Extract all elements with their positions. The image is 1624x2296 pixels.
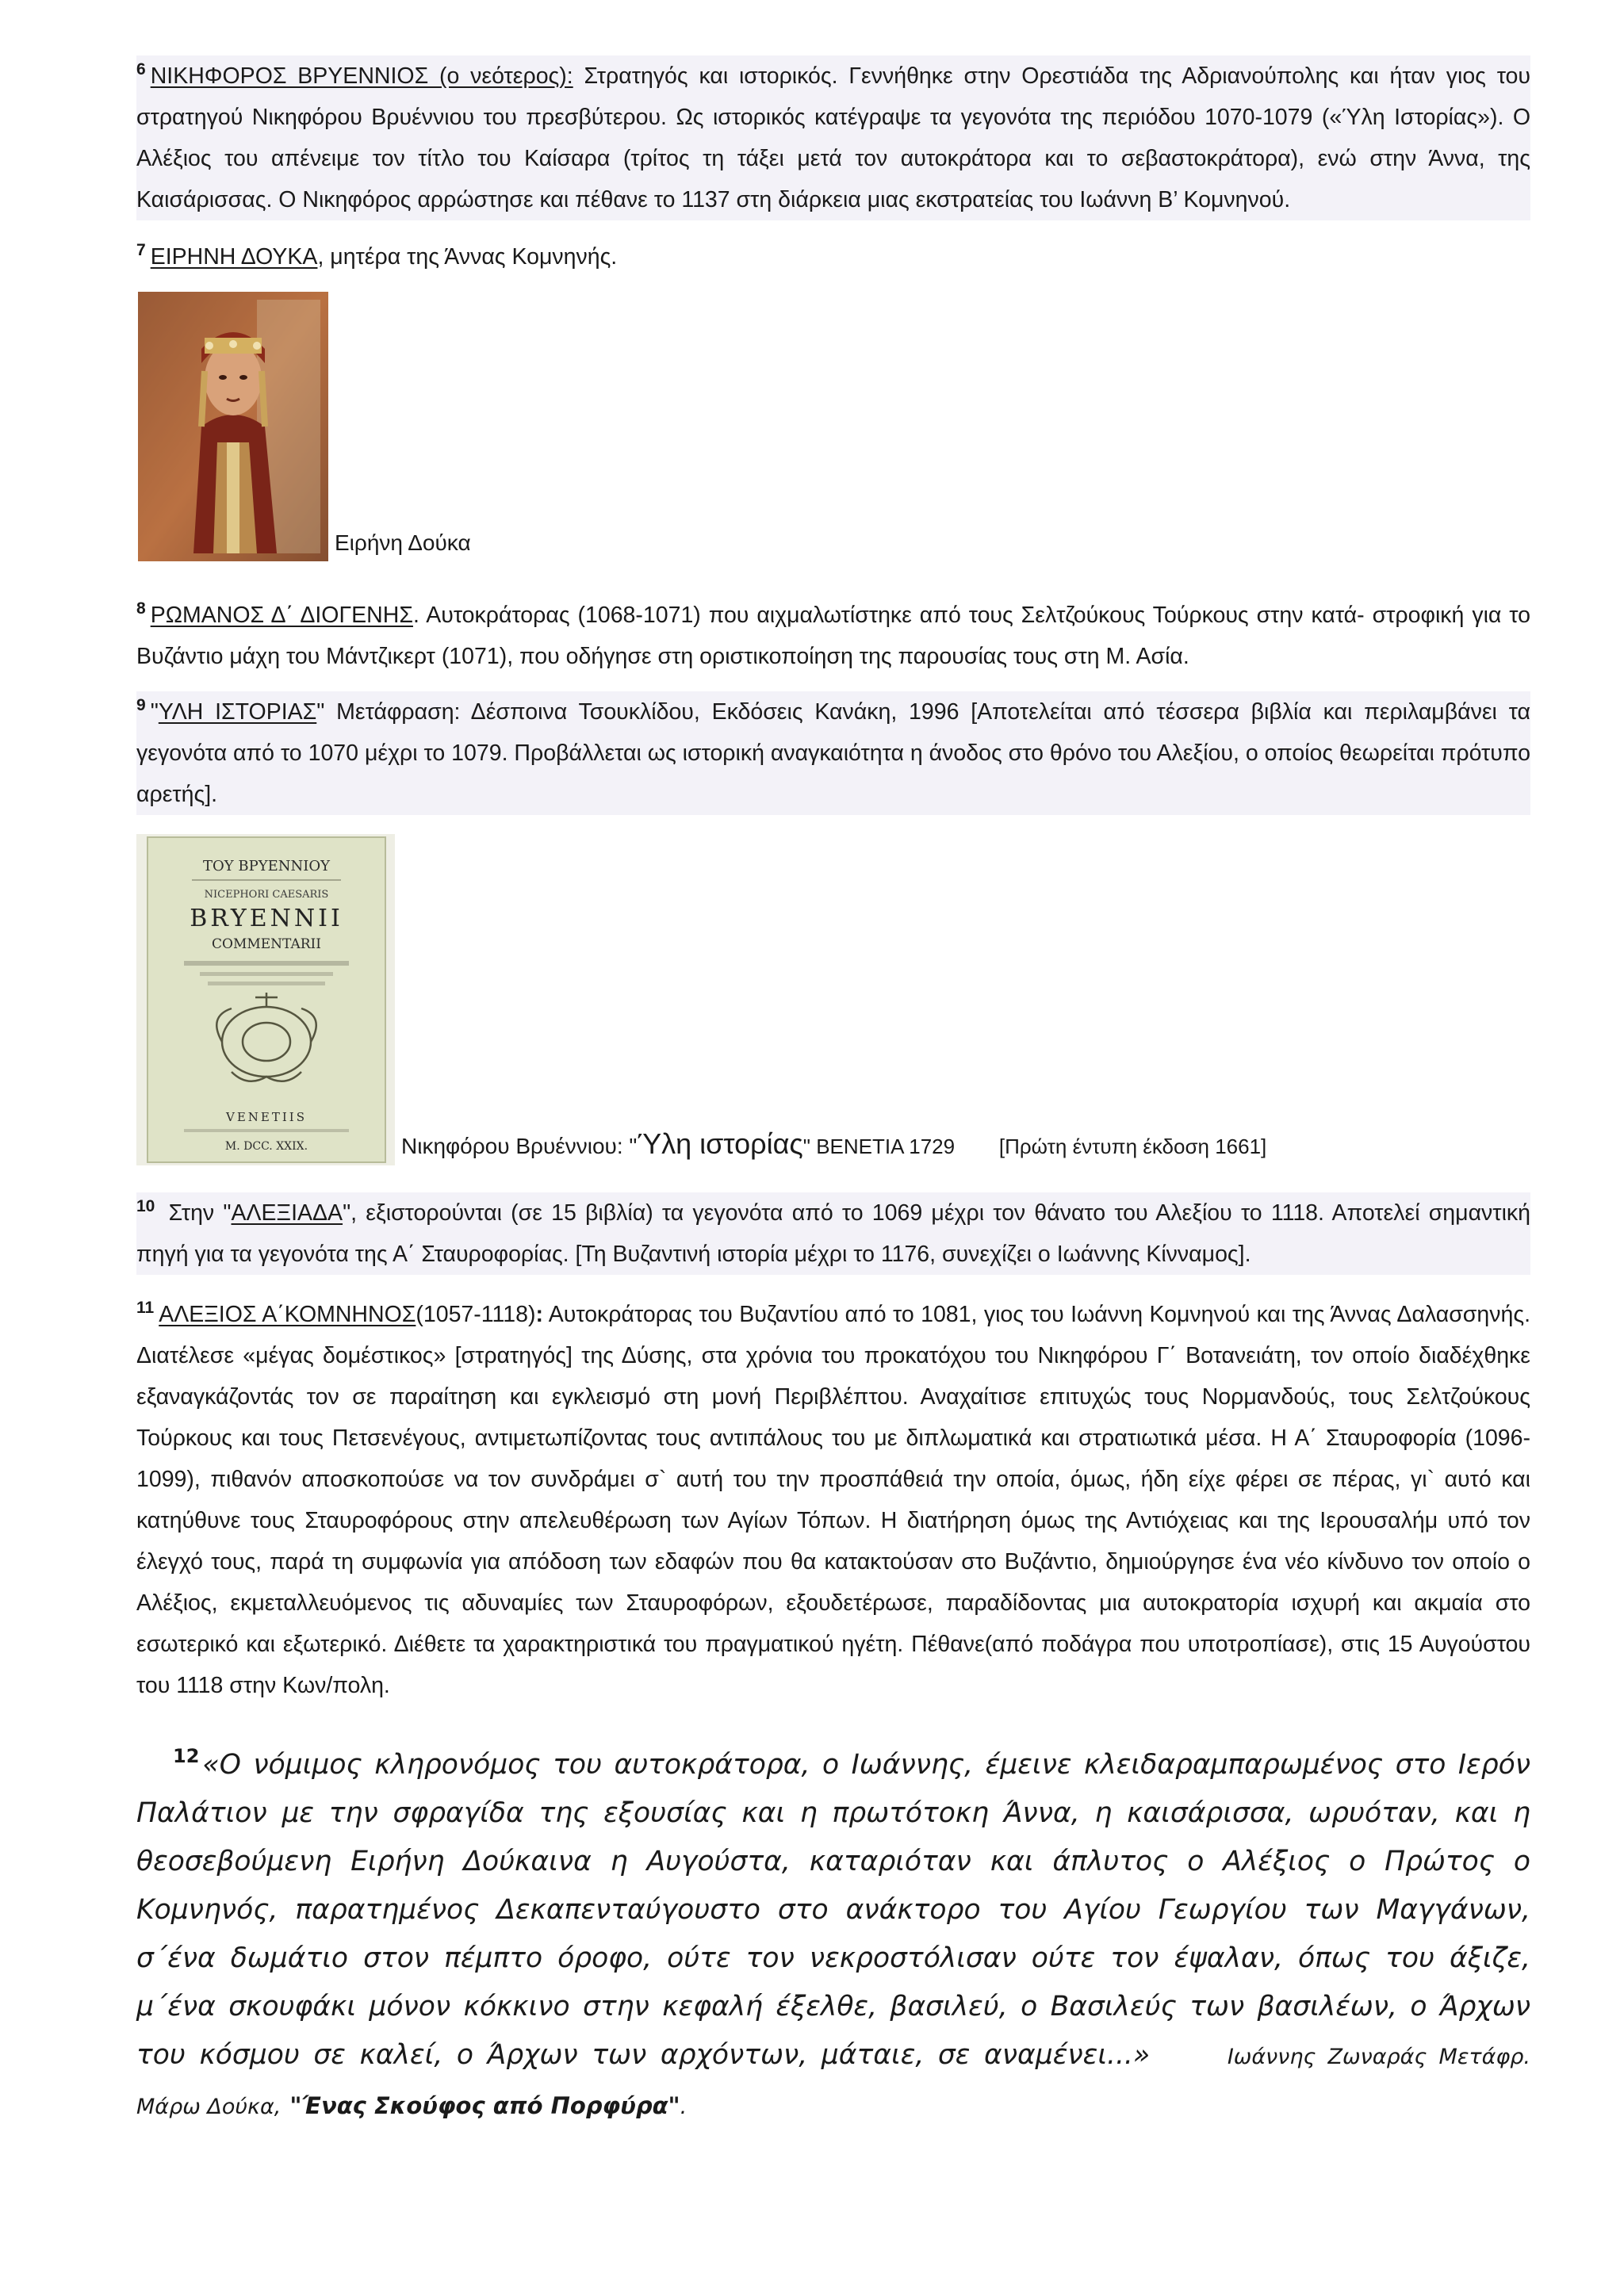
footnote-text: , μητέρα της Άννας Κομνηνής. bbox=[317, 244, 618, 270]
quote-source-title: "Ένας Σκούφος από Πορφύρα" bbox=[289, 2092, 680, 2119]
footnote-term[interactable]: ΥΛΗ ΙΣΤΟΡΙΑΣ bbox=[158, 699, 317, 725]
footnote-number: 6 bbox=[136, 60, 146, 78]
footnote-number: 12 bbox=[173, 1745, 200, 1767]
footnote-12-quote bbox=[136, 1741, 1530, 2131]
footnote-11 bbox=[136, 1294, 1530, 1706]
portrait-image bbox=[138, 292, 328, 561]
footnote-6 bbox=[136, 55, 1530, 220]
figure-caption bbox=[401, 1127, 1266, 1161]
footnote-term[interactable]: ΕΙΡΗΝΗ ΔΟΥΚΑ bbox=[150, 244, 318, 270]
footnote-number: 8 bbox=[136, 599, 146, 618]
book-line-2: NICEPHORI CAESARIS bbox=[204, 889, 329, 901]
book-line-6: M. DCC. XXIX. bbox=[224, 1140, 308, 1153]
footnote-number: 10 bbox=[136, 1197, 155, 1215]
footnote-term[interactable]: ΑΛΕΞΙΑΔΑ bbox=[231, 1200, 343, 1226]
footnote-pretext: Στην " bbox=[168, 1200, 232, 1226]
footnote-7 bbox=[136, 236, 1530, 277]
quote-text: «Ο νόμιμος κληρονόμος του αυτοκράτορα, ο Ιωάννης, έμεινε κλειδαραμπαρωμένος στο Ιερόν Παλάτιον με την σφραγίδα της εξουσίας και η πρωτότοκη Άννα, η καισάρισσα, ωρυόταν, και η θεοσεβούμενη Ειρήνη Δούκαινα η Αυγούστα, καταριόταν και άπλυτος ο Αλέξιος ο Πρώτος ο Κομνηνός, παρατημένος Δεκαπενταύγουστο στο ανάκτορο του Αγίου Γεωργίου των Μαγγάνων, σ΄ένα δωμάτιο στον πέμπτο όροφο, ούτε τον νεκροστόλισαν ούτε τον έψαλαν, όπως του άξιζε, μ΄ένα σκουφάκι μόνον κόκκινο στην κεφαλή έξελθε, βασιλεύ, ο Βασιλεύς των βασιλέων, ο Άρχων του κόσμου σε καλεί, ο Άρχων των αρχόντων, μάταιε, σε αναμένει...» bbox=[136, 1749, 1530, 2071]
footnote-pretext: " bbox=[150, 699, 159, 725]
book-line-4: COMMENTARII bbox=[212, 936, 321, 952]
book-line-5: VENETIIS bbox=[226, 1110, 307, 1124]
footnote-9 bbox=[136, 691, 1530, 815]
caption-title: Ύλη ιστορίας bbox=[637, 1127, 803, 1160]
figure-book-cover bbox=[136, 834, 1530, 1165]
footnote-10 bbox=[136, 1192, 1530, 1275]
footnote-colon: : bbox=[535, 1302, 543, 1327]
footnote-text: Αυτοκράτορας του Βυζαντίου από το 1081, γιος του Ιωάννη Κομνηνού και της Άννας Δαλασσηνής. Διατέλεσε «μέγας δομέστικος» [στρατηγός] της Δύσης, στα χρόνια του προκατόχου του Νικηφόρου Γ΄ Βοτανειάτη, τον οποίο διαδέχθηκε εξαναγκάζοντάς τον σε παραίτηση και εγκλεισμό στη μονή Περιβλέπτου. Αναχαίτισε επιτυχώς τους Νορμανδούς, τους Σελτζούκους Τούρκους και τους Πετσενέγους, αντιμετωπίζοντας τους αντιπάλους του με διπλωματικά και στρατιωτικά μέσα. Η Α΄ Σταυροφορία (1096-1099), πιθανόν αποσκοπούσε να τον συνδράμει σ` αυτή του την προσπάθειά την οποία, όμως, ήδη είχε φέρει σε πέρας, γι` αυτό και κατηύθυνε τους Σταυροφόρους στην απελευθέρωση των Αγίων Τόπων. Η διατήρηση όμως της Αντιόχειας και της Ιερουσαλήμ υπό τον έλεγχό τους, παρά τη συμφωνία για απόδοση των εδαφών που θα κατακτούσαν στο Βυζάντιο, δημιούργησε ένα νέο κίνδυνο τον οποίο ο Αλέξιος, εκμεταλλευόμενος τις αδυναμίες των Σταυροφόρων, εξουδετέρωσε, παραδίδοντας μια αυτοκρατορία ισχυρή και ακμαία στο εσωτερικό και εξωτερικό. Διέθετε τα χαρακτηριστικά του πραγματικού ηγέτη. Πέθανε(από ποδάγρα που υποτροπίασε), στις 15 Αυγούστου του 1118 στην Κων/πολη. bbox=[136, 1302, 1531, 1698]
caption-part-a: Νικηφόρου Βρυέννιου: " bbox=[401, 1133, 638, 1158]
footnote-number: 11 bbox=[136, 1299, 155, 1317]
footnote-term[interactable]: ΑΛΕΞΙΟΣ Α΄ΚΟΜΝΗΝΟΣ bbox=[159, 1302, 416, 1327]
footnote-term[interactable]: ΡΩΜΑΝΟΣ Δ΄ ΔΙΟΓΕΝΗΣ bbox=[150, 603, 413, 628]
document-page bbox=[136, 55, 1530, 2131]
figure-caption: Ειρήνη Δούκα bbox=[335, 530, 471, 556]
footnote-text: Στρατηγός και ιστορικός. Γεννήθηκε στην Ορεστιάδα της Αδριανούπολης και ήταν γιος του στρατηγού Νικηφόρου Βρυέννιου του πρεσβύτερου. Ως ιστορικός κατέγραψε τα γεγονότα της περιόδου 1070-1079 («Ύλη Ιστορίας»). Ο Αλέξιος του απένειμε τον τίτλο του Καίσαρα (τρίτος τη τάξει μετά τον αυτοκράτορα και το σεβαστοκράτορα), ενώ στην Άννα, της Καισάρισσας. Ο Νικηφόρος αρρώστησε και πέθανε το 1137 στη διάρκεια μιας εκστρατείας του Ιωάννη Β’ Κομνηνού. bbox=[136, 63, 1530, 212]
footnote-8 bbox=[136, 595, 1530, 677]
quote-attribution: Ιωάννης Ζωναράς Μετάφρ. Μάρω Δούκα, bbox=[136, 2045, 1531, 2119]
book-line-3: BRYENNII bbox=[190, 905, 343, 932]
caption-part-c: " ΒΕΝΕΤΙΑ 1729 bbox=[802, 1134, 956, 1158]
quote-end: . bbox=[680, 2095, 688, 2119]
book-cover-image bbox=[136, 834, 395, 1165]
book-line-1: ΤΟΥ ΒΡΥΕΝΝΙΟΥ bbox=[203, 858, 330, 874]
footnote-years: (1057-1118) bbox=[416, 1302, 536, 1327]
figure-eirene-douka bbox=[136, 292, 1530, 561]
footnote-text: . Αυτοκράτορας (1068-1071) που αιχμαλωτίστηκε από τους Σελτζούκους Τούρκους στην κατά- στροφική για το Βυζάντιο μάχη του Μάντζικερτ (1071), που οδήγησε στη οριστικοποίηση της παρουσίας τους στη Μ. Ασία. bbox=[136, 603, 1530, 669]
footnote-text: ", εξιστορούνται (σε 15 βιβλία) τα γεγονότα από το 1069 μέχρι τον θάνατο του Αλεξίου το 1118. Αποτελεί σημαντική πηγή για τα γεγονότα της Α΄ Σταυροφορίας. [Τη Βυζαντινή ιστορία μέχρι το 1176, συνεχίζει ο Ιωάννης Κίνναμος]. bbox=[136, 1200, 1530, 1267]
footnote-number: 7 bbox=[136, 241, 146, 259]
footnote-term[interactable]: ΝΙΚΗΦΟΡΟΣ ΒΡΥΕΝΝΙΟΣ (ο νεότερος): bbox=[150, 63, 573, 89]
footnote-text: " Μετάφραση: Δέσποινα Τσουκλίδου, Εκδόσεις Κανάκη, 1996 [Αποτελείται από τέσσερα βιβλία και περιλαμβάνει τα γεγονότα από το 1070 μέχρι το 1079. Προβάλλεται ως ιστορική αναγκαιότητα η άνοδος στο θρόνο του Αλεξίου, ο οποίος θεωρείται πρότυπο αρετής]. bbox=[136, 699, 1530, 807]
footnote-number: 9 bbox=[136, 696, 146, 714]
caption-edition: [Πρώτη έντυπη έκδοση 1661] bbox=[998, 1134, 1267, 1158]
